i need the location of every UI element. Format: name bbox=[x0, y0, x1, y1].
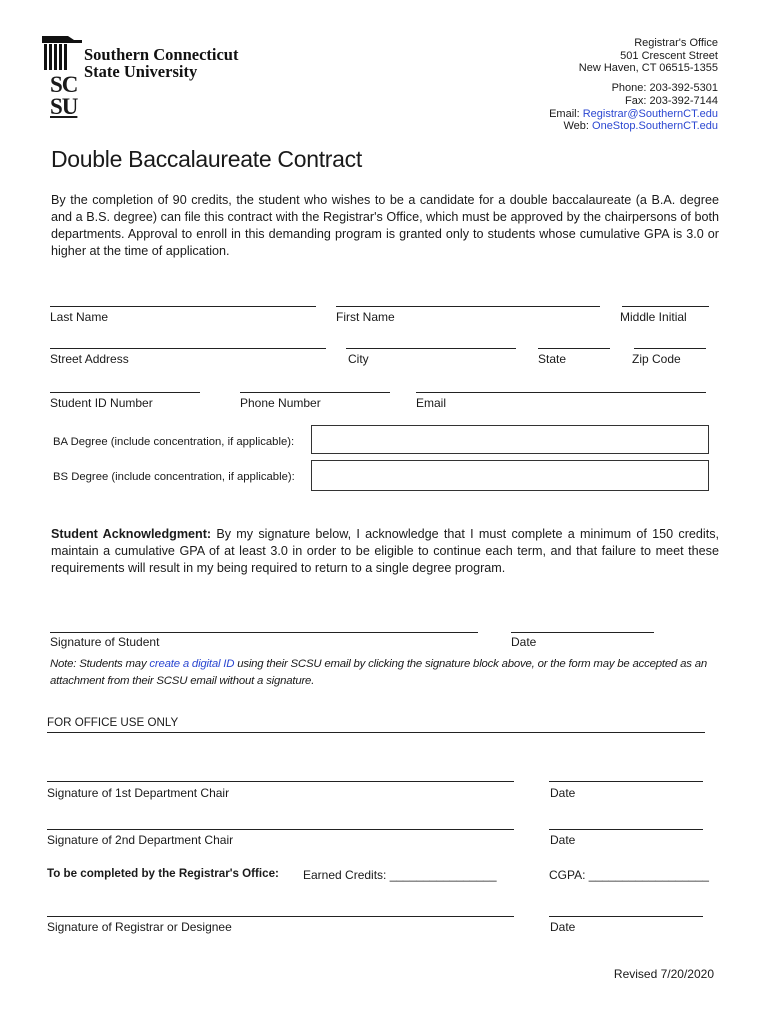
university-name-line2: State University bbox=[84, 62, 198, 81]
chair1-signature-field[interactable] bbox=[47, 781, 514, 782]
ba-degree-input[interactable] bbox=[311, 425, 709, 454]
first-name-label: First Name bbox=[336, 310, 395, 324]
last-name-label: Last Name bbox=[50, 310, 109, 324]
chair1-date-label: Date bbox=[550, 786, 576, 800]
note-text-before: Note: Students may bbox=[50, 658, 150, 670]
state-label: State bbox=[538, 352, 567, 366]
initials-line1: SC bbox=[50, 72, 78, 97]
student-date-label: Date bbox=[511, 635, 537, 649]
ba-degree-label: BA Degree (include concentration, if applicable): bbox=[53, 436, 295, 448]
chair2-signature-field[interactable] bbox=[47, 829, 514, 830]
column-pillar-icon bbox=[40, 34, 84, 70]
student-date-field[interactable] bbox=[511, 632, 654, 633]
street-address-label: Street Address bbox=[50, 352, 129, 366]
student-signature-field[interactable] bbox=[50, 632, 478, 633]
student-signature-label: Signature of Student bbox=[50, 635, 160, 649]
cgpa-field[interactable]: CGPA: __________________ bbox=[549, 868, 709, 882]
university-name-line1: Southern Connecticut bbox=[84, 45, 239, 64]
university-name bbox=[84, 46, 238, 80]
chair1-signature-label: Signature of 1st Department Chair bbox=[47, 786, 230, 800]
registrar-contact bbox=[549, 37, 718, 133]
office-phone: Phone: 203-392-5301 bbox=[611, 82, 718, 95]
city-label: City bbox=[348, 352, 369, 366]
phone-number-label: Phone Number bbox=[240, 396, 321, 410]
city-field[interactable] bbox=[346, 348, 516, 349]
email-label: Email: bbox=[549, 107, 583, 120]
web-link[interactable]: OneStop.SouthernCT.edu bbox=[592, 120, 718, 133]
chair2-date-label: Date bbox=[550, 833, 576, 847]
web-label: Web: bbox=[563, 120, 593, 133]
earned-credits-field[interactable]: Earned Credits: ________________ bbox=[303, 868, 497, 882]
first-name-field[interactable] bbox=[336, 306, 600, 307]
student-id-label: Student ID Number bbox=[50, 396, 153, 410]
office-name: Registrar's Office bbox=[634, 37, 718, 49]
chair2-date-field[interactable] bbox=[549, 829, 703, 830]
chair1-date-field[interactable] bbox=[549, 781, 703, 782]
registrar-signature-field[interactable] bbox=[47, 916, 514, 917]
chair2-signature-label: Signature of 2nd Department Chair bbox=[47, 833, 234, 847]
page-title: Double Baccalaureate Contract bbox=[51, 146, 362, 172]
acknowledgment-text: By my signature below, I acknowledge that I must complete a minimum of 150 credits, maintain a cumulative GPA of at least 3.0 in order to be eligible to continue each term, and that failure to meet these requirements will result in my being required to return to a single degree program. bbox=[51, 527, 719, 575]
office-fax: Fax: 203-392-7144 bbox=[625, 94, 718, 107]
office-email bbox=[549, 108, 718, 121]
initials-line2: SU bbox=[50, 94, 78, 119]
office-city: New Haven, CT 06515-1355 bbox=[578, 62, 718, 75]
last-name-field[interactable] bbox=[50, 306, 316, 307]
phone-number-field[interactable] bbox=[240, 392, 390, 393]
registrar-date-field[interactable] bbox=[549, 916, 703, 917]
registrar-date-label: Date bbox=[550, 920, 576, 934]
bs-degree-label: BS Degree (include concentration, if applicable): bbox=[53, 471, 295, 483]
university-logo bbox=[40, 34, 270, 120]
office-divider bbox=[47, 732, 705, 733]
university-initials bbox=[50, 74, 77, 118]
street-address-field[interactable] bbox=[50, 348, 326, 349]
office-use-heading: FOR OFFICE USE ONLY bbox=[47, 716, 179, 729]
middle-initial-field[interactable] bbox=[622, 306, 709, 307]
digital-id-note bbox=[50, 656, 720, 689]
state-field[interactable] bbox=[538, 348, 610, 349]
bs-degree-input[interactable] bbox=[311, 460, 709, 491]
create-digital-id-link[interactable]: create a digital ID bbox=[149, 658, 235, 670]
zip-code-label: Zip Code bbox=[632, 352, 681, 366]
note-text-after: using their SCSU email by clicking the signature block above, or the form may be accepted as an attachment from their SCSU email without a signature. bbox=[50, 658, 707, 687]
zip-code-field[interactable] bbox=[634, 348, 706, 349]
middle-initial-label: Middle Initial bbox=[620, 310, 687, 324]
acknowledgment-heading: Student Acknowledgment: bbox=[51, 527, 212, 541]
email-label-field: Email bbox=[416, 396, 447, 410]
email-field[interactable] bbox=[416, 392, 706, 393]
office-street: 501 Crescent Street bbox=[620, 49, 718, 62]
registrar-completion-label: To be completed by the Registrar's Office: bbox=[47, 867, 279, 880]
student-id-field[interactable] bbox=[50, 392, 200, 393]
office-web bbox=[549, 120, 718, 133]
intro-paragraph: By the completion of 90 credits, the student who wishes to be a candidate for a double baccalaureate (a B.A. degree and a B.S. degree) can file this contract with the Registrar's Office, which must be approved by the chairpersons of both departments. Approval to enroll in this demanding program is granted only to students whose cumulative GPA is 3.0 or higher at the time of application. bbox=[51, 193, 719, 258]
revision-date: Revised 7/20/2020 bbox=[613, 967, 714, 981]
registrar-signature-label: Signature of Registrar or Designee bbox=[47, 920, 232, 934]
student-acknowledgment bbox=[51, 526, 719, 577]
email-link[interactable]: Registrar@SouthernCT.edu bbox=[582, 107, 718, 120]
